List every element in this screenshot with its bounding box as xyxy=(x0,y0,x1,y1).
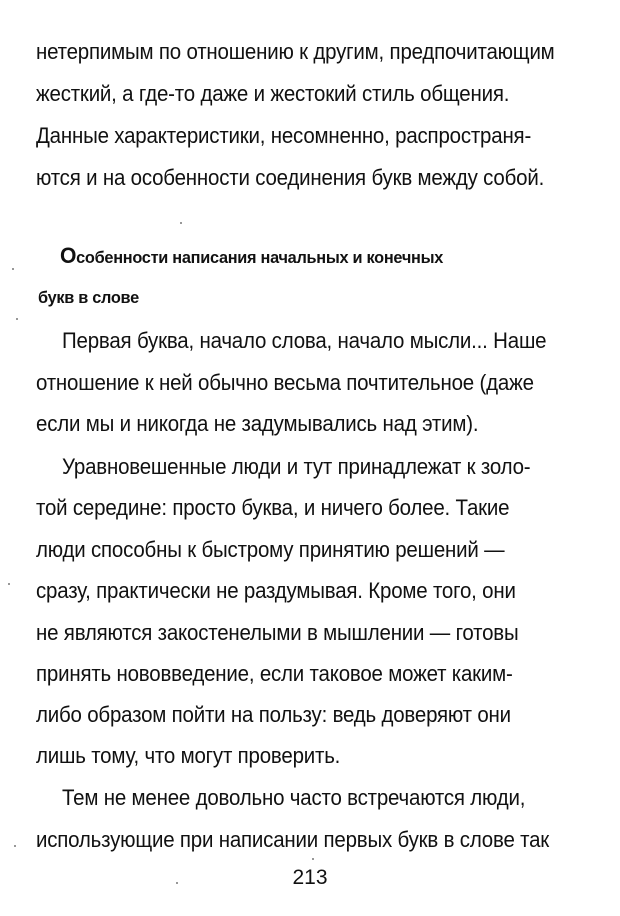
text-line: принять нововведение, если таковое может каким- xyxy=(36,661,513,686)
text-line: Уравновешенные люди и тут принадлежат к золо- xyxy=(62,454,531,479)
section-heading xyxy=(60,244,443,270)
text-line: ются и на особенности соединения букв между собой. xyxy=(36,165,545,190)
text-line: отношение к ней обычно весьма почтительное (даже xyxy=(36,370,534,395)
heading-text-line-2: букв в слове xyxy=(38,288,139,307)
scan-speck xyxy=(12,268,14,270)
scan-speck xyxy=(312,858,314,860)
scan-speck xyxy=(180,222,182,224)
text-line: люди способны к быстрому принятию решений — xyxy=(36,537,505,562)
scan-speck xyxy=(16,318,18,320)
text-line: Данные характеристики, несомненно, распространя- xyxy=(36,123,532,148)
text-line: лишь тому, что могут проверить. xyxy=(36,743,341,768)
heading-text-line-1: собенности написания начальных и конечных xyxy=(76,248,444,267)
text-line: той середине: просто буква, и ничего более. Такие xyxy=(36,495,510,520)
text-line: сразу, практически не раздумывая. Кроме того, они xyxy=(36,578,516,603)
text-line: либо образом пойти на пользу: ведь доверяют они xyxy=(36,702,511,727)
text-line: Первая буква, начало слова, начало мысли... Наше xyxy=(62,328,547,353)
text-line: не являются закостенелыми в мышлении — готовы xyxy=(36,620,519,645)
text-line: использующие при написании первых букв в слове так xyxy=(36,827,550,852)
scan-speck xyxy=(8,583,10,585)
text-line: жесткий, а где-то даже и жестокий стиль общения. xyxy=(36,81,510,106)
page-number: 213 xyxy=(292,866,328,889)
text-line: Тем не менее довольно часто встречаются люди, xyxy=(62,785,526,810)
text-line: нетерпимым по отношению к другим, предпочитающим xyxy=(36,39,555,64)
text-line: если мы и никогда не задумывались над этим). xyxy=(36,411,479,436)
scan-speck xyxy=(14,845,16,847)
heading-initial: О xyxy=(60,243,77,268)
scan-speck xyxy=(176,882,178,884)
